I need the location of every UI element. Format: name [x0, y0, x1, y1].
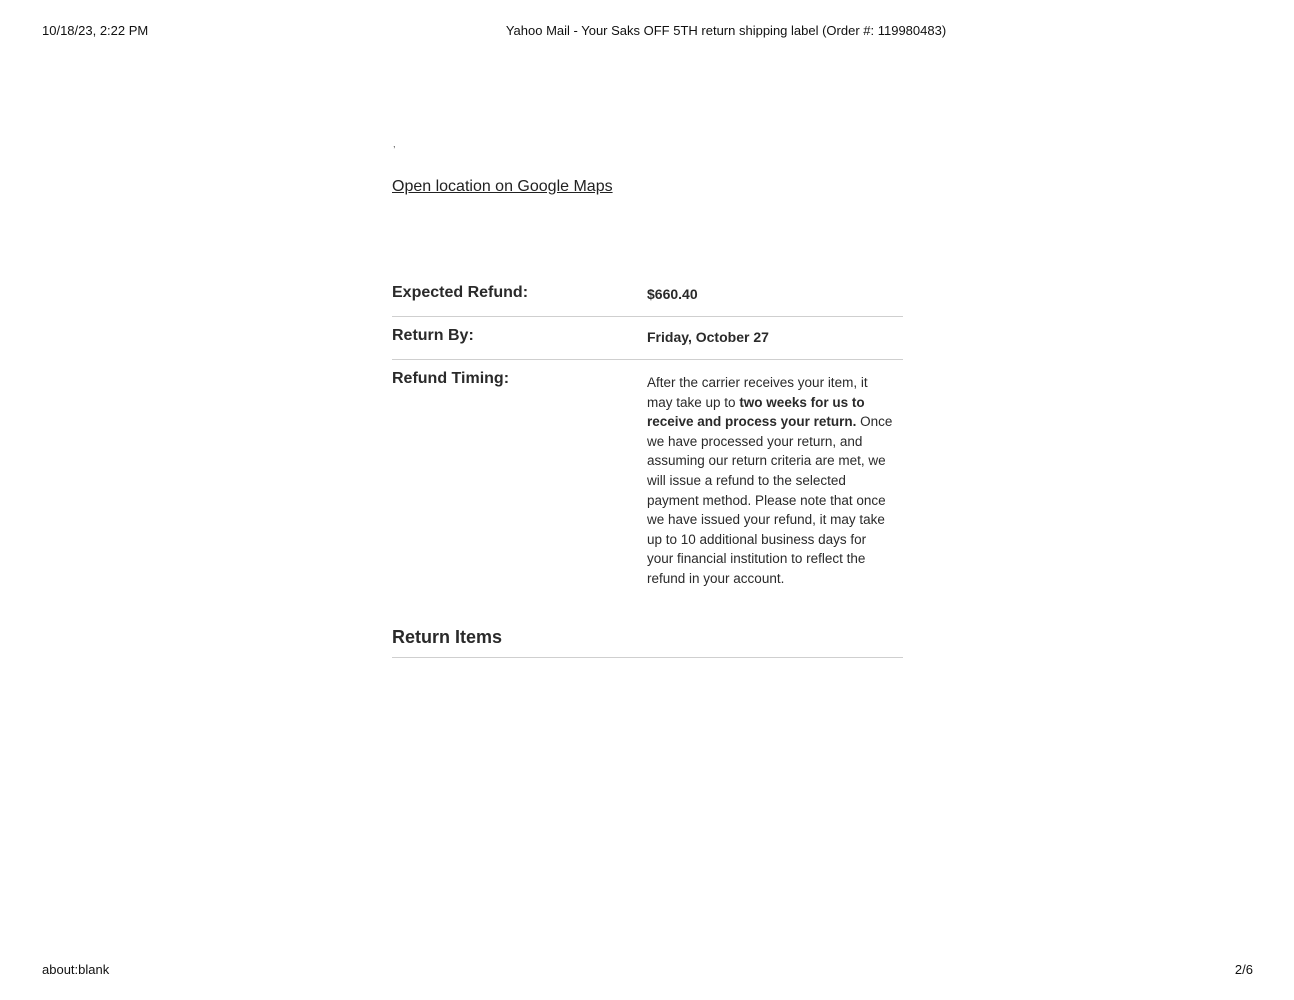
print-date: 10/18/23, 2:22 PM — [42, 23, 149, 38]
email-body — [392, 138, 903, 658]
stray-mark: , — [393, 139, 396, 149]
print-page-number: 2/6 — [1234, 962, 1253, 977]
return-by-label: Return By: — [392, 327, 474, 344]
refund-timing-label: Refund Timing: — [392, 370, 510, 387]
expected-refund-label: Expected Refund: — [392, 284, 529, 301]
print-page-title: Yahoo Mail - Your Saks OFF 5TH return shipping label (Order #: 119980483) — [505, 23, 947, 38]
refund-timing-text-start: After the carrier receives your item, it may take up to — [647, 375, 868, 410]
return-by-row — [392, 317, 903, 360]
refund-timing-text — [647, 360, 903, 603]
refund-timing-text-emphasis: two weeks for us to receive and process your return. — [647, 394, 865, 430]
return-by-value: Friday, October 27 — [647, 329, 769, 345]
refund-details-table — [392, 274, 903, 603]
refund-timing-text-end: Once we have processed your return, and assuming our return criteria are met, we will issue a refund to the selected payment method. Please note that once we have issued your refund, it may take up to 10 additional business days for your financial institution to reflect the refund in your account. — [647, 414, 893, 586]
print-url: about:blank — [42, 962, 110, 977]
refund-timing-row — [392, 360, 903, 603]
return-items-heading: Return Items — [392, 627, 903, 658]
google-maps-link[interactable]: Open location on Google Maps — [392, 178, 613, 195]
expected-refund-row — [392, 274, 903, 317]
expected-refund-value: $660.40 — [647, 286, 698, 302]
